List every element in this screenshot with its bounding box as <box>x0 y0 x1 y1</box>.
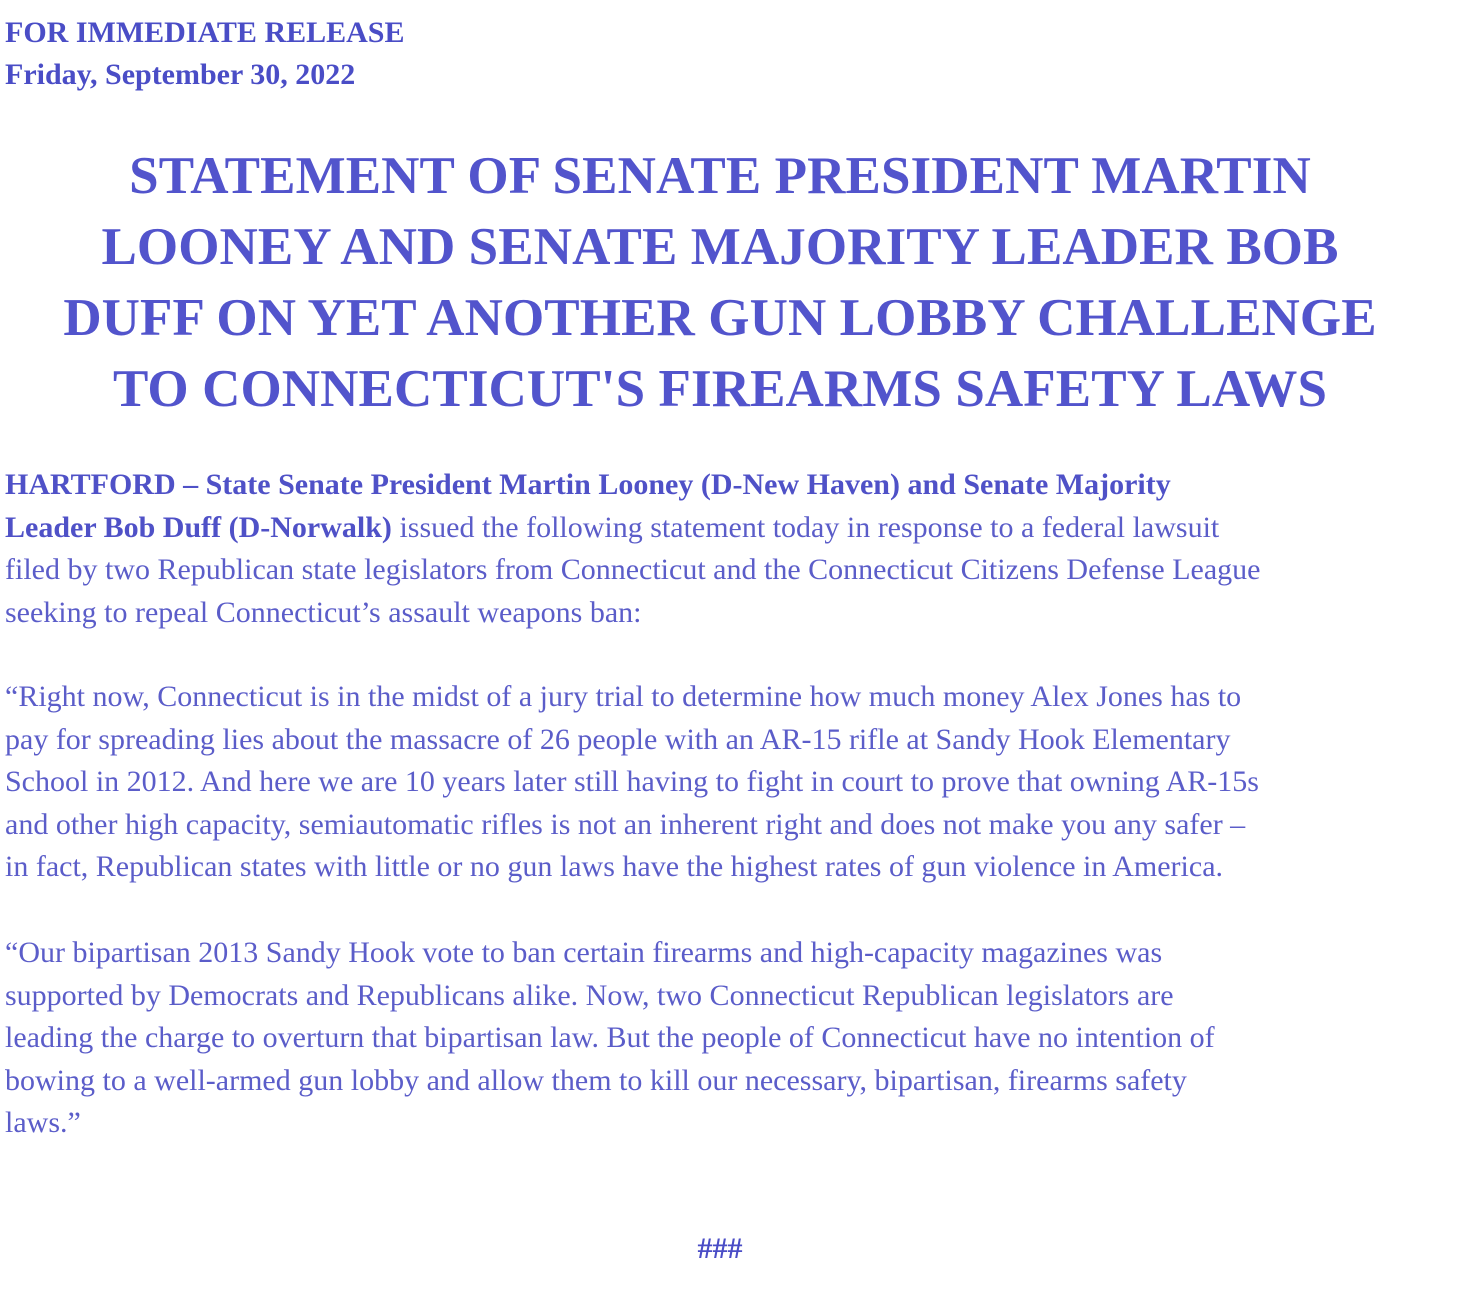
end-of-release-mark: ### <box>697 1232 743 1265</box>
quote-line: leading the charge to overturn that bipartisan law. But the people of Connecticut have no intention of <box>5 1021 1215 1054</box>
quote-paragraph-2 <box>5 932 1465 1145</box>
quote-line: in fact, Republican states with little or no gun laws have the highest rates of gun violence in America. <box>5 850 1224 883</box>
release-label: FOR IMMEDIATE RELEASE <box>5 16 405 49</box>
quote-line: bowing to a well-armed gun lobby and allow them to kill our necessary, bipartisan, firearms safety <box>5 1063 1187 1097</box>
release-header <box>5 12 405 96</box>
intro-paragraph <box>5 464 1465 634</box>
page-title <box>0 141 1440 425</box>
title-line: LOONEY AND SENATE MAJORITY LEADER BOB <box>101 218 1339 276</box>
title-line: STATEMENT OF SENATE PRESIDENT MARTIN <box>129 147 1311 205</box>
quote-line: laws.” <box>5 1106 81 1139</box>
title-line: TO CONNECTICUT'S FIREARMS SAFETY LAWS <box>112 360 1328 418</box>
quote-line: “Our bipartisan 2013 Sandy Hook vote to ban certain firearms and high-capacity magazines was <box>5 936 1163 969</box>
intro-text: seeking to repeal Connecticut’s assault weapons ban: <box>5 595 642 629</box>
quote-line: “Right now, Connecticut is in the midst of a jury trial to determine how much money Alex Jones has to <box>5 680 1242 713</box>
release-date: Friday, September 30, 2022 <box>5 58 356 91</box>
quote-line: pay for spreading lies about the massacre of 26 people with an AR-15 rifle at Sandy Hook Elementary <box>5 722 1231 756</box>
speakers-bold: Leader Bob Duff (D-Norwalk) <box>5 510 392 544</box>
intro-text: filed by two Republican state legislators from Connecticut and the Connecticut Citizens Defense League <box>5 553 1261 586</box>
dateline-bold: HARTFORD – State Senate President Martin Looney (D-New Haven) and Senate Majority <box>5 468 1171 501</box>
quote-paragraph-1 <box>5 676 1465 889</box>
quote-line: and other high capacity, semiautomatic rifles is not an inherent right and does not make you any safer – <box>5 807 1246 841</box>
quote-line: supported by Democrats and Republicans alike. Now, two Connecticut Republican legislators are <box>5 978 1174 1012</box>
title-line: DUFF ON YET ANOTHER GUN LOBBY CHALLENGE <box>63 289 1377 347</box>
intro-text: issued the following statement today in response to a federal lawsuit <box>391 510 1220 544</box>
quote-line: School in 2012. And here we are 10 years later still having to fight in court to prove that owning AR-15s <box>5 765 1259 798</box>
